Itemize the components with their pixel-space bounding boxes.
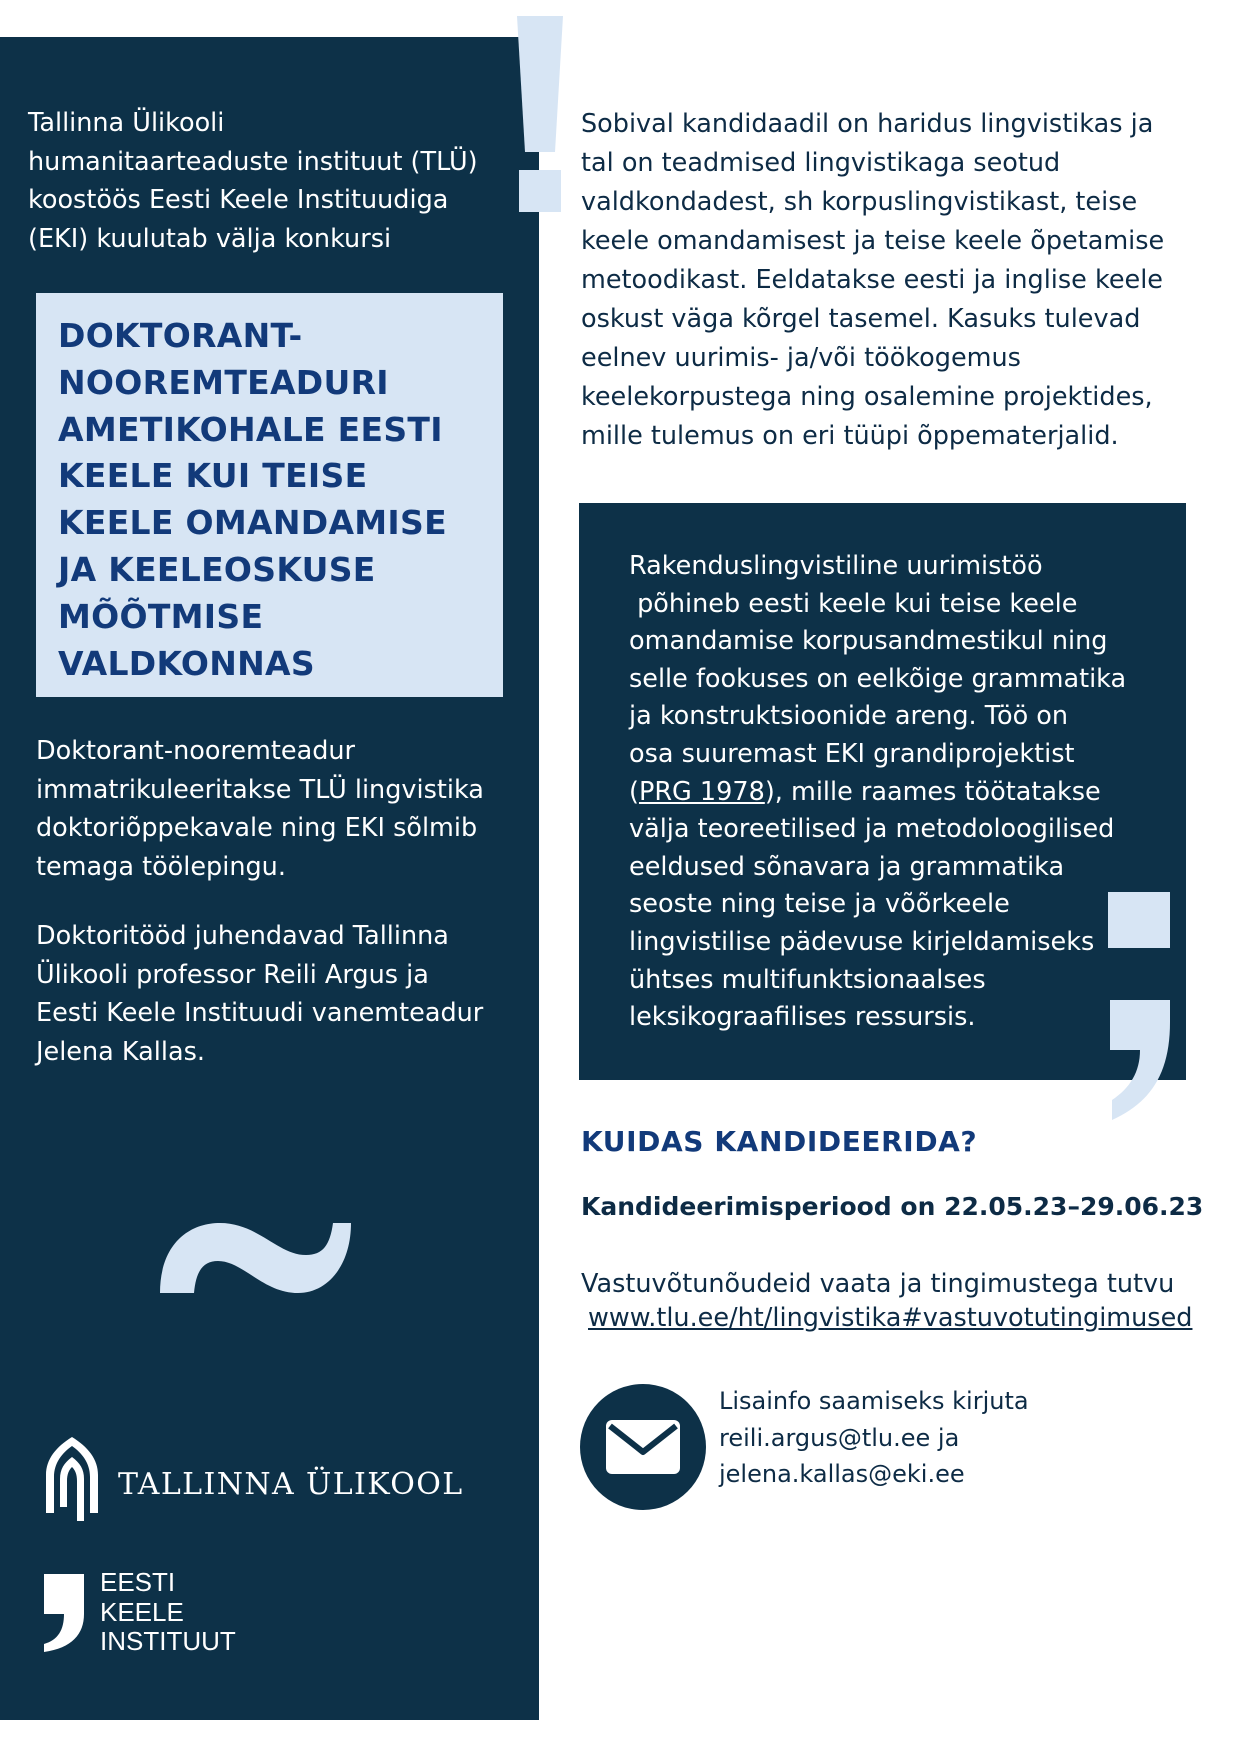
tilde-icon xyxy=(158,1215,353,1295)
intro-line: koostöös Eesti Keele Instituudiga xyxy=(28,185,449,215)
comma-icon xyxy=(1108,892,1170,1122)
paragraph-line: mille tulemus on eri tüüpi õppematerjalid. xyxy=(581,421,1119,451)
contact-email-kallas[interactable]: jelena.kallas@eki.ee xyxy=(719,1460,965,1488)
intro-line: humanitaarteaduste instituut (TLÜ) xyxy=(28,146,478,177)
position-title xyxy=(58,313,498,687)
quote-line: osa suuremast EKI grandiprojektist xyxy=(629,738,1075,769)
quote-line: eeldused sõnavara ja grammatika xyxy=(629,851,1065,882)
tlu-name: TALLINNA ÜLIKOOL xyxy=(118,1467,464,1502)
paragraph-line: Sobival kandidaadil on haridus lingvistikas ja xyxy=(581,109,1154,139)
requirements-paragraph xyxy=(581,105,1211,456)
paragraph-line: metoodikast. Eeldatakse eesti ja inglise keele xyxy=(581,265,1163,295)
application-period: Kandideerimisperiood on 22.05.23–29.06.23 xyxy=(581,1192,1204,1221)
title-line: JA KEELEOSKUSE xyxy=(58,549,376,589)
paragraph-line: Ülikooli professor Reili Argus ja xyxy=(36,959,429,990)
quote-line: selle fookuses on eelkõige grammatika xyxy=(629,663,1127,694)
quote-line-rest: ), mille raames töötatakse xyxy=(764,776,1101,807)
quote-line: põhineb eesti keele kui teise keele xyxy=(629,588,1078,619)
title-line: KEELE OMANDAMISE xyxy=(58,503,447,543)
title-line: DOKTORANT- xyxy=(58,316,303,355)
supervisors-paragraph xyxy=(36,917,516,1071)
paragraph-line: keelekorpustega ning osalemine projektides, xyxy=(581,382,1153,412)
paragraph-line: oskust väga kõrgel tasemel. Kasuks tulevad xyxy=(581,304,1141,334)
quote-line: ja konstruktsioonide areng. Töö on xyxy=(629,701,1069,732)
paragraph-line: temaga töölepingu. xyxy=(36,851,286,882)
prg-link[interactable]: PRG 1978 xyxy=(638,776,765,807)
paragraph-line: immatrikuleeritakse TLÜ lingvistika xyxy=(36,774,484,805)
title-line: MÕÕTMISE xyxy=(58,596,264,636)
contact-email-argus[interactable]: reili.argus@tlu.ee ja xyxy=(719,1423,960,1452)
requirements-text: Vastuvõtunõudeid vaata ja tingimustega tutvu xyxy=(581,1269,1175,1299)
intro-line: (EKI) kuulutab välja konkursi xyxy=(28,223,392,254)
contact-line: Lisainfo saamiseks kirjuta xyxy=(719,1387,1029,1415)
paragraph-line: Doktorant-nooremteadur xyxy=(36,736,356,766)
enrollment-paragraph xyxy=(36,732,516,886)
quote-line xyxy=(629,774,1149,812)
eki-name-line: INSTITUUT xyxy=(100,1626,236,1656)
quote-line: Rakenduslingvistiline uurimistöö xyxy=(629,551,1043,581)
paragraph-line: valdkondadest, sh korpuslingvistikast, teise xyxy=(581,187,1138,217)
quote-line: välja teoreetilised ja metodoloogilised xyxy=(629,814,1115,845)
title-line: VALDKONNAS xyxy=(58,643,315,683)
intro-line: Tallinna Ülikooli xyxy=(28,108,225,138)
quote-line: seoste ning teise ja võõrkeele xyxy=(629,889,1010,920)
research-description xyxy=(629,548,1149,1037)
quote-line: lingvistilise pädevuse kirjeldamiseks xyxy=(629,926,1095,957)
paragraph-line: Eesti Keele Instituudi vanemteadur xyxy=(36,998,484,1028)
title-line: KEELE KUI TEISE xyxy=(58,456,368,496)
eki-logo-icon xyxy=(42,1572,86,1654)
contact-info xyxy=(719,1383,1029,1493)
quote-line: leksikograafilises ressursis. xyxy=(629,1002,976,1033)
exclamation-icon xyxy=(515,16,565,216)
paragraph-line: doktoriõppekavale ning EKI sõlmib xyxy=(36,813,478,843)
title-line: AMETIKOHALE EESTI xyxy=(58,409,443,449)
quote-line: ühtses multifunktsionaalses xyxy=(629,964,986,995)
paragraph-line: Doktoritööd juhendavad Tallinna xyxy=(36,921,449,951)
intro-text xyxy=(28,104,508,258)
eki-name-line: EESTI xyxy=(100,1567,176,1597)
paragraph-line: eelnev uurimis- ja/või töökogemus xyxy=(581,343,1021,373)
paragraph-line: Jelena Kallas. xyxy=(36,1036,205,1067)
eki-name xyxy=(100,1568,236,1657)
tlu-logo-icon xyxy=(42,1433,102,1523)
paragraph-line: keele omandamisest ja teise keele õpetamise xyxy=(581,226,1165,256)
title-line: NOOREMTEADURI xyxy=(58,362,389,402)
quote-line: omandamise korpusandmestikul ning xyxy=(629,626,1108,657)
paragraph-line: tal on teadmised lingvistikaga seotud xyxy=(581,148,1061,178)
requirements-link[interactable]: www.tlu.ee/ht/lingvistika#vastuvotutingimused xyxy=(588,1303,1193,1333)
mail-icon xyxy=(604,1418,682,1476)
eki-name-line: KEELE xyxy=(100,1596,184,1627)
how-to-apply-heading: KUIDAS KANDIDEERIDA? xyxy=(581,1125,978,1158)
paren-open: ( xyxy=(629,776,639,807)
